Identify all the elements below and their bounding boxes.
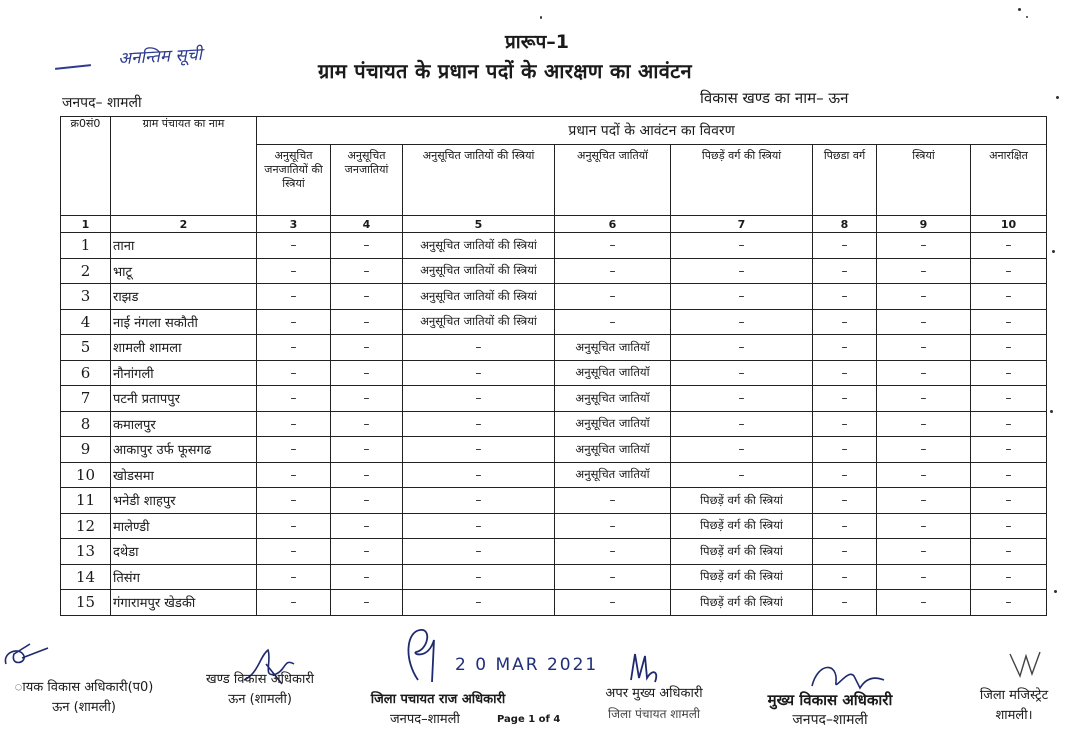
allocation-cell: अनुसूचित जातियों की स्त्रियां xyxy=(403,258,555,284)
column-number: 5 xyxy=(403,216,555,233)
table-row xyxy=(61,360,1047,386)
dpro-title: जिला पचायत राज अधिकारी xyxy=(370,692,506,707)
row-serial-number: 14 xyxy=(61,564,111,590)
row-serial-number: 5 xyxy=(61,335,111,361)
allocation-cell: – xyxy=(671,386,813,412)
allocation-cell: – xyxy=(813,386,877,412)
provisional-dash xyxy=(55,64,91,70)
column-number: 3 xyxy=(257,216,331,233)
allocation-cell: – xyxy=(671,360,813,386)
allocation-cell: पिछड़ें वर्ग की स्त्रियां xyxy=(671,564,813,590)
allocation-cell: – xyxy=(877,488,971,514)
signature-scribble-6 xyxy=(1006,648,1046,682)
allocation-cell: – xyxy=(813,258,877,284)
allocation-cell: – xyxy=(877,564,971,590)
column-header-5: अनुसूचित जातियों की स्त्रियां xyxy=(403,145,555,216)
allocation-cell: – xyxy=(257,564,331,590)
allocation-cell: – xyxy=(331,590,403,616)
allocation-cell: – xyxy=(555,233,671,259)
allocation-cell: – xyxy=(403,437,555,463)
dm-title: जिला मजिस्ट्रेट xyxy=(979,688,1049,703)
allocation-cell: – xyxy=(331,411,403,437)
allocation-cell: – xyxy=(813,437,877,463)
allocation-cell: – xyxy=(257,488,331,514)
allocation-cell: अनुसूचित जातियॉ xyxy=(555,360,671,386)
allocation-cell: – xyxy=(671,335,813,361)
allocation-table xyxy=(60,116,1047,616)
gram-panchayat-name: भाटू xyxy=(111,258,257,284)
allocation-cell: – xyxy=(971,488,1047,514)
allocation-cell: – xyxy=(403,539,555,565)
asst-bdo-place: ऊन (शामली) xyxy=(52,700,116,715)
row-serial-number: 15 xyxy=(61,590,111,616)
cdo-place: जनपद–शामली xyxy=(792,712,868,728)
page-title: ग्राम पंचायत के प्रधान पदों के आरक्षण का आवंटन xyxy=(318,59,692,83)
allocation-cell: – xyxy=(971,462,1047,488)
allocation-cell: – xyxy=(331,258,403,284)
allocation-cell: – xyxy=(671,284,813,310)
column-number: 7 xyxy=(671,216,813,233)
allocation-cell: – xyxy=(331,513,403,539)
bdo-signature xyxy=(180,670,340,710)
allocation-cell: – xyxy=(813,513,877,539)
allocation-cell: – xyxy=(257,437,331,463)
table-row xyxy=(61,411,1047,437)
allocation-cell: – xyxy=(555,564,671,590)
column-header-6: अनुसूचित जातियॉ xyxy=(555,145,671,216)
allocation-cell: – xyxy=(813,309,877,335)
allocation-cell: – xyxy=(877,386,971,412)
allocation-cell: – xyxy=(403,564,555,590)
allocation-cell: – xyxy=(257,360,331,386)
allocation-cell: – xyxy=(671,233,813,259)
row-serial-number: 1 xyxy=(61,233,111,259)
allocation-cell: – xyxy=(877,360,971,386)
allocation-cell: – xyxy=(877,258,971,284)
allocation-cell: – xyxy=(331,386,403,412)
allocation-cell: – xyxy=(257,513,331,539)
table-row xyxy=(61,386,1047,412)
allocation-cell: अनुसूचित जातियों की स्त्रियां xyxy=(403,309,555,335)
allocation-cell: – xyxy=(331,488,403,514)
allocation-cell: – xyxy=(331,564,403,590)
allocation-cell: – xyxy=(257,284,331,310)
allocation-cell: – xyxy=(671,258,813,284)
cdo-title: मुख्य विकास अधिकारी xyxy=(767,691,893,709)
allocation-cell: – xyxy=(813,335,877,361)
allocation-cell: – xyxy=(331,233,403,259)
allocation-cell: – xyxy=(555,309,671,335)
allocation-cell: – xyxy=(331,309,403,335)
signature-scribble-4 xyxy=(625,648,665,688)
district-label: जनपद– शामली xyxy=(62,95,142,111)
allocation-cell: – xyxy=(555,513,671,539)
allocation-cell: – xyxy=(877,284,971,310)
allocation-cell: – xyxy=(257,258,331,284)
allocation-cell: – xyxy=(971,564,1047,590)
gram-panchayat-name: नाई नंगला सकौती xyxy=(111,309,257,335)
allocation-cell: – xyxy=(555,488,671,514)
scan-speck xyxy=(1056,96,1059,99)
allocation-cell: पिछड़ें वर्ग की स्त्रियां xyxy=(671,488,813,514)
allocation-cell: – xyxy=(555,284,671,310)
row-serial-number: 8 xyxy=(61,411,111,437)
gram-panchayat-name: नौनांगली xyxy=(111,360,257,386)
allocation-cell: – xyxy=(877,411,971,437)
allocation-cell: – xyxy=(971,335,1047,361)
row-serial-number: 7 xyxy=(61,386,111,412)
amo-title: अपर मुख्य अधिकारी xyxy=(605,686,703,701)
column-number: 8 xyxy=(813,216,877,233)
provisional-list-note: अनन्तिम सूची xyxy=(117,44,203,70)
gram-panchayat-name: खोडसमा xyxy=(111,462,257,488)
allocation-cell: – xyxy=(971,411,1047,437)
allocation-cell: – xyxy=(813,539,877,565)
gram-panchayat-name: आकापुर उर्फ फूसगढ xyxy=(111,437,257,463)
row-serial-number: 12 xyxy=(61,513,111,539)
table-row xyxy=(61,462,1047,488)
column-header-9: स्त्रियां xyxy=(877,145,971,216)
allocation-cell: – xyxy=(971,513,1047,539)
allocation-cell: – xyxy=(877,309,971,335)
dm-signature xyxy=(958,686,1070,726)
allocation-cell: – xyxy=(877,462,971,488)
scan-speck xyxy=(1050,410,1053,413)
column-header-8: पिछडा वर्ग xyxy=(813,145,877,216)
allocation-cell: – xyxy=(877,590,971,616)
allocation-cell: अनुसूचित जातियॉ xyxy=(555,386,671,412)
amo-place: जिला पंचायत शामली xyxy=(608,707,700,721)
allocation-cell: – xyxy=(671,437,813,463)
gram-panchayat-name: दथेडा xyxy=(111,539,257,565)
bdo-place: ऊन (शामली) xyxy=(228,692,292,707)
allocation-cell: – xyxy=(331,462,403,488)
allocation-cell: – xyxy=(971,309,1047,335)
allocation-cell: – xyxy=(813,360,877,386)
form-number: प्रारूप–1 xyxy=(505,31,570,53)
allocation-cell: – xyxy=(403,335,555,361)
allocation-cell: – xyxy=(877,513,971,539)
dpro-place: जनपद–शामली xyxy=(390,712,460,727)
allocation-cell: – xyxy=(403,513,555,539)
bdo-title: खण्ड विकास अधिकारी xyxy=(205,672,315,687)
table-row xyxy=(61,437,1047,463)
allocation-cell: – xyxy=(813,564,877,590)
allocation-cell: – xyxy=(257,233,331,259)
table-row xyxy=(61,233,1047,259)
allocation-cell: – xyxy=(813,411,877,437)
allocation-cell: – xyxy=(971,360,1047,386)
gram-panchayat-name: भनेडी शाहपुर xyxy=(111,488,257,514)
allocation-cell: – xyxy=(555,258,671,284)
allocation-cell: – xyxy=(971,590,1047,616)
allocation-cell: – xyxy=(555,539,671,565)
column-header-7: पिछड़ें वर्ग की स्त्रियां xyxy=(671,145,813,216)
allocation-cell: – xyxy=(971,437,1047,463)
table-row xyxy=(61,335,1047,361)
date-stamp: 2 0 MAR 2021 xyxy=(455,655,599,675)
allocation-cell: – xyxy=(331,539,403,565)
allocation-cell: – xyxy=(403,386,555,412)
row-serial-number: 11 xyxy=(61,488,111,514)
column-header-10: अनारक्षित xyxy=(971,145,1047,216)
column-header-name: ग्राम पंचायत का नाम xyxy=(111,117,257,216)
amo-signature xyxy=(570,684,738,724)
page-number: Page 1 of 4 xyxy=(497,714,561,725)
row-serial-number: 2 xyxy=(61,258,111,284)
scan-speck xyxy=(1052,250,1055,253)
allocation-cell: – xyxy=(671,309,813,335)
signature-scribble-3 xyxy=(398,620,448,690)
allocation-cell: पिछड़ें वर्ग की स्त्रियां xyxy=(671,590,813,616)
signature-scribble-1 xyxy=(0,636,60,676)
allocation-cell: – xyxy=(877,437,971,463)
allocation-cell: – xyxy=(877,233,971,259)
allocation-cell: पिछड़ें वर्ग की स्त्रियां xyxy=(671,539,813,565)
gram-panchayat-name: कमालपुर xyxy=(111,411,257,437)
allocation-cell: – xyxy=(813,488,877,514)
table-row xyxy=(61,539,1047,565)
column-number: 1 xyxy=(61,216,111,233)
table-row xyxy=(61,488,1047,514)
allocation-cell: – xyxy=(971,539,1047,565)
allocation-cell: – xyxy=(877,539,971,565)
gram-panchayat-name: शामली शामला xyxy=(111,335,257,361)
row-serial-number: 6 xyxy=(61,360,111,386)
group-header: प्रधान पदों के आवंटन का विवरण xyxy=(257,117,1047,145)
dm-place: शामली। xyxy=(995,708,1033,723)
row-serial-number: 9 xyxy=(61,437,111,463)
allocation-cell: – xyxy=(971,386,1047,412)
column-number-row xyxy=(61,216,1047,233)
column-header-4: अनुसूचित जनजातियां xyxy=(331,145,403,216)
allocation-cell: – xyxy=(257,462,331,488)
allocation-cell: – xyxy=(813,462,877,488)
allocation-cell: अनुसूचित जातियों की स्त्रियां xyxy=(403,284,555,310)
column-number: 10 xyxy=(971,216,1047,233)
allocation-cell: – xyxy=(671,462,813,488)
table-row xyxy=(61,284,1047,310)
allocation-cell: – xyxy=(257,386,331,412)
allocation-cell: – xyxy=(257,411,331,437)
allocation-cell: – xyxy=(877,335,971,361)
allocation-cell: – xyxy=(971,284,1047,310)
allocation-cell: – xyxy=(971,258,1047,284)
row-serial-number: 3 xyxy=(61,284,111,310)
scan-speck xyxy=(540,16,542,19)
gram-panchayat-name: गंगारामपुर खेडकी xyxy=(111,590,257,616)
gram-panchayat-name: मालेण्डी xyxy=(111,513,257,539)
column-number: 4 xyxy=(331,216,403,233)
allocation-cell: अनुसूचित जातियॉ xyxy=(555,437,671,463)
scan-speck xyxy=(1026,16,1028,18)
allocation-cell: – xyxy=(403,360,555,386)
row-serial-number: 13 xyxy=(61,539,111,565)
allocation-cell: – xyxy=(331,360,403,386)
gram-panchayat-name: तिसंग xyxy=(111,564,257,590)
allocation-cell: – xyxy=(257,590,331,616)
scan-speck xyxy=(1018,8,1021,11)
allocation-cell: अनुसूचित जातियों की स्त्रियां xyxy=(403,233,555,259)
allocation-cell: – xyxy=(813,233,877,259)
allocation-cell: – xyxy=(813,284,877,310)
table-row xyxy=(61,513,1047,539)
gram-panchayat-name: पटनी प्रतापपुर xyxy=(111,386,257,412)
allocation-cell: – xyxy=(257,309,331,335)
row-serial-number: 10 xyxy=(61,462,111,488)
column-number: 2 xyxy=(111,216,257,233)
asst-bdo-title: ायक विकास अधिकारी(प0) xyxy=(14,680,154,695)
column-number: 6 xyxy=(555,216,671,233)
column-header-3: अनुसूचित जनजातियों की स्त्रियां xyxy=(257,145,331,216)
allocation-cell: – xyxy=(971,233,1047,259)
row-serial-number: 4 xyxy=(61,309,111,335)
allocation-cell: – xyxy=(257,335,331,361)
allocation-cell: – xyxy=(331,335,403,361)
allocation-cell: अनुसूचित जातियॉ xyxy=(555,411,671,437)
table-row xyxy=(61,590,1047,616)
allocation-cell: – xyxy=(331,284,403,310)
column-header-sn: क्र0सं0 xyxy=(61,117,111,216)
allocation-cell: अनुसूचित जातियॉ xyxy=(555,462,671,488)
table-row xyxy=(61,258,1047,284)
gram-panchayat-name: राझड xyxy=(111,284,257,310)
allocation-cell: – xyxy=(403,488,555,514)
allocation-cell: – xyxy=(403,462,555,488)
allocation-cell: – xyxy=(403,411,555,437)
allocation-cell: – xyxy=(257,539,331,565)
scan-speck xyxy=(1054,590,1057,593)
asst-bdo-signature xyxy=(0,678,168,718)
allocation-cell: अनुसूचित जातियॉ xyxy=(555,335,671,361)
table-row xyxy=(61,564,1047,590)
block-label: विकास खण्ड का नाम– ऊन xyxy=(700,89,849,107)
gram-panchayat-name: ताना xyxy=(111,233,257,259)
allocation-cell: – xyxy=(331,437,403,463)
allocation-cell: – xyxy=(403,590,555,616)
allocation-cell: पिछड़ें वर्ग की स्त्रियां xyxy=(671,513,813,539)
column-number: 9 xyxy=(877,216,971,233)
allocation-cell: – xyxy=(671,411,813,437)
cdo-signature xyxy=(735,690,925,730)
table-row xyxy=(61,309,1047,335)
allocation-cell: – xyxy=(555,590,671,616)
allocation-cell: – xyxy=(813,590,877,616)
